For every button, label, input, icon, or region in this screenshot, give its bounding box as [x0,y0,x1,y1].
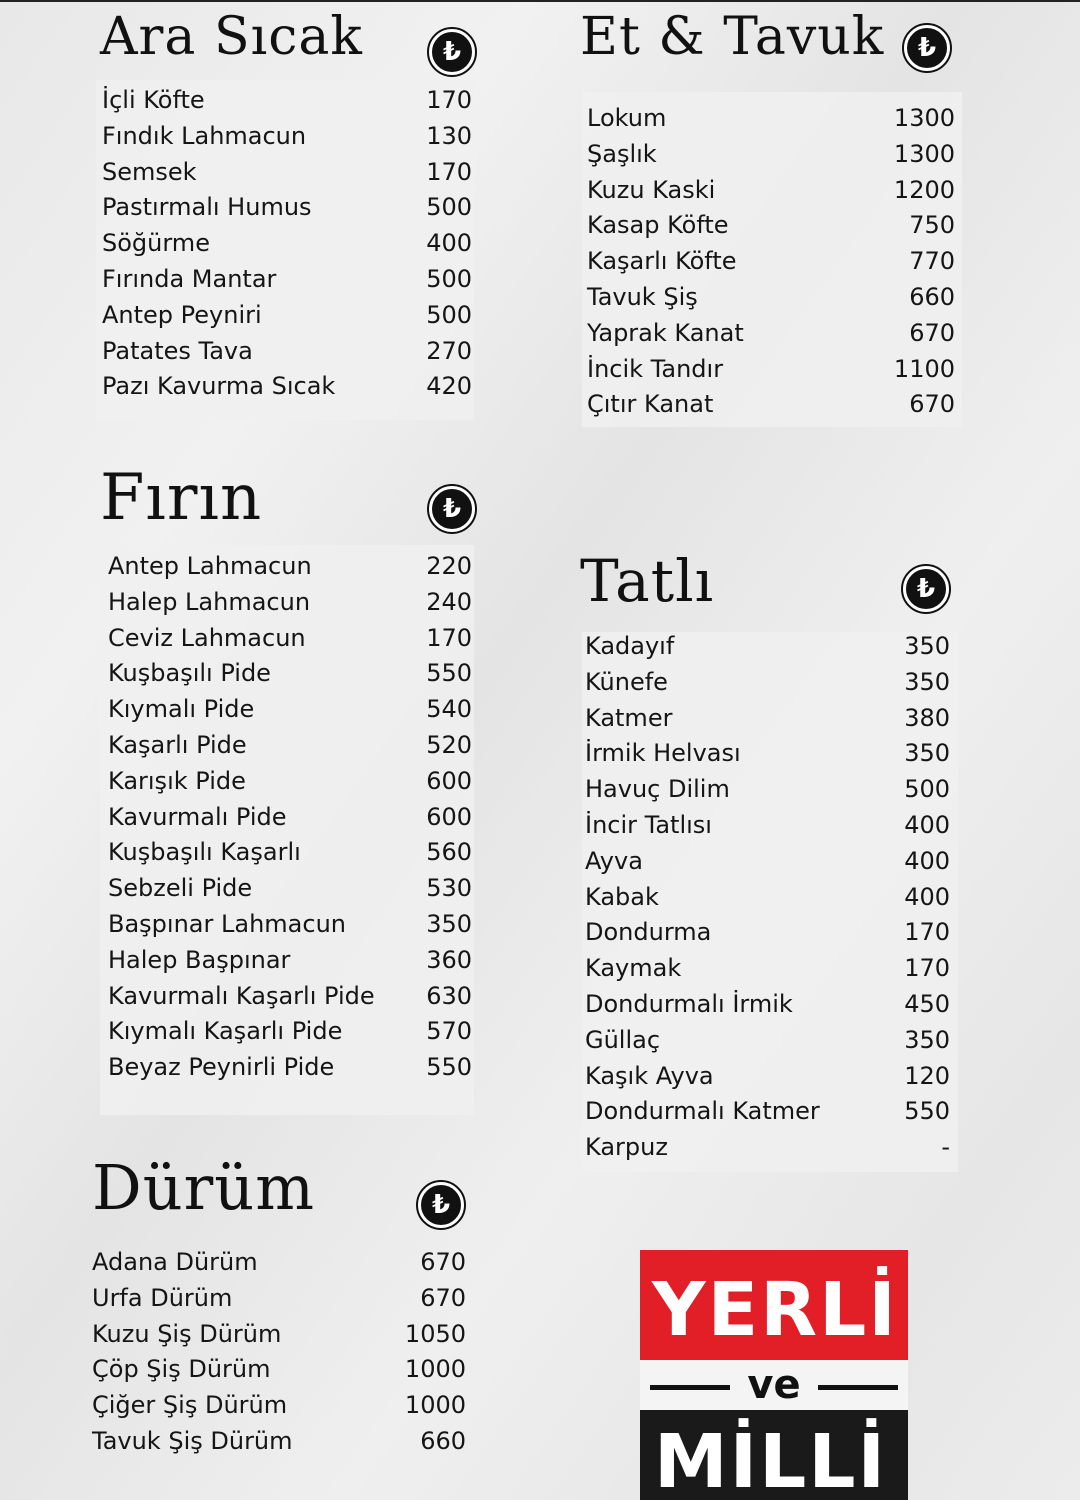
menu-item-price: 1100 [893,354,955,383]
lira-icon: ₺ [418,1182,464,1228]
menu-item [585,664,950,700]
menu-item [108,1049,472,1085]
menu-item [587,207,955,243]
menu-item-price: 220 [426,552,472,580]
menu-item-name: Lokum [587,104,667,132]
menu-item-name: Havuç Dilim [585,775,730,804]
menu-item [102,333,472,369]
menu-item-price: 350 [904,739,950,768]
menu-item-price: 670 [909,390,955,419]
menu-item-name: Güllaç [585,1025,661,1054]
menu-item-price: 170 [426,623,472,652]
menu-item-price: 360 [426,945,472,974]
menu-item [585,914,950,950]
menu-item [585,1093,950,1129]
menu-item [585,986,950,1022]
menu-item-price: 670 [909,318,955,347]
menu-item [108,799,472,835]
menu-item-name: İncik Tandır [587,354,724,383]
menu-item-price: 420 [426,372,472,401]
menu-item-price: 1000 [404,1355,466,1384]
menu-item [102,154,472,190]
menu-item-price: 600 [426,766,472,795]
menu-item-price: 660 [909,283,955,311]
menu-item [102,189,472,225]
menu-item-price: 660 [420,1427,466,1455]
menu-item-price: 1000 [404,1391,466,1420]
menu-item-price: 270 [426,336,472,365]
menu-item-name: Kuzu Şiş Dürüm [92,1319,282,1348]
menu-item [585,1058,950,1094]
menu-item-name: Kıymalı Kaşarlı Pide [108,1017,343,1046]
yerli-ve-milli-logo [640,1250,908,1500]
menu-item-name: Çöp Şiş Dürüm [92,1355,271,1384]
menu-item-price: 170 [904,918,950,947]
menu-item-price: 500 [426,193,472,222]
menu-item-name: İçli Köfte [102,86,205,114]
menu-item [92,1316,466,1352]
menu-item-name: Dondurmalı İrmik [585,990,793,1018]
menu-item [102,225,472,261]
menu-item-name: Ayva [585,846,643,875]
menu-item-name: Beyaz Peynirli Pide [108,1053,335,1082]
menu-item-price: 500 [426,300,472,329]
lira-icon: ₺ [904,25,950,71]
menu-item-name: Kavurmalı Pide [108,802,287,831]
menu-item-price: 1200 [893,175,955,204]
menu-item [587,243,955,279]
menu-item-price: 570 [426,1017,472,1046]
menu-item-name: Fırında Mantar [102,265,277,293]
menu-item-price: 1050 [404,1319,466,1348]
menu-item-price: 520 [426,731,472,759]
lira-icon: ₺ [429,29,475,75]
menu-item-price: 670 [420,1248,466,1276]
menu-item [108,1013,472,1049]
menu-item [108,834,472,870]
menu-item [585,1129,950,1165]
section-title-et-tavuk: Et & Tavuk [580,7,885,67]
menu-item-name: Fındık Lahmacun [102,121,307,150]
menu-item-name: Tavuk Şiş Dürüm [92,1427,293,1455]
menu-item [585,807,950,843]
menu-item-name: Kaşık Ayva [585,1061,714,1090]
menu-item [102,368,472,404]
menu-item-name: Kıymalı Pide [108,695,255,724]
menu-item [108,727,472,763]
menu-item-name: Künefe [585,667,668,696]
menu-item-name: Kuşbaşılı Kaşarlı [108,838,301,867]
menu-item-name: Sebzeli Pide [108,874,253,903]
menu-item [102,82,472,118]
menu-item-name: Çıtır Kanat [587,390,714,419]
menu-item-name: Adana Dürüm [92,1248,258,1276]
menu-item [92,1387,466,1423]
menu-item [92,1280,466,1316]
menu-item-name: Pastırmalı Humus [102,193,312,222]
menu-item [108,655,472,691]
menu-item [585,1022,950,1058]
menu-item-name: Halep Lahmacun [108,587,311,616]
menu-item [108,942,472,978]
menu-item-price: 170 [904,954,950,983]
menu-item-name: Patates Tava [102,336,253,365]
menu-item [108,978,472,1014]
menu-item [587,279,955,315]
menu-item-name: Kaşarlı Köfte [587,247,737,276]
menu-item-price: 350 [904,632,950,660]
menu-item [108,763,472,799]
menu-item-name: Yaprak Kanat [587,318,744,347]
menu-item-name: Kaşarlı Pide [108,731,247,759]
logo-text-bottom: MİLLİ [654,1419,888,1500]
menu-item-name: Dondurma [585,918,712,947]
menu-item-name: Kuzu Kaski [587,175,716,204]
menu-item [92,1351,466,1387]
menu-item [108,691,472,727]
menu-item [108,584,472,620]
menu-item-price: 770 [909,247,955,276]
menu-item-name: Karpuz [585,1133,668,1162]
menu-item-price: 170 [426,86,472,114]
menu-item-price: 550 [426,659,472,688]
menu-item [587,136,955,172]
menu-item-price: 1300 [893,139,955,168]
menu-item-name: Dondurmalı Katmer [585,1097,820,1126]
menu-item-name: Tavuk Şiş [587,283,698,311]
menu-item-price: 170 [426,157,472,186]
menu-item-price: 670 [420,1283,466,1312]
menu-item-price: 1300 [893,104,955,132]
menu-item-name: Katmer [585,703,673,732]
menu-item-name: Başpınar Lahmacun [108,910,346,938]
menu-item [585,700,950,736]
menu-item-price: 750 [909,211,955,240]
menu-item [587,386,955,422]
menu-item-name: İrmik Helvası [585,739,741,768]
menu-item-price: 350 [426,910,472,938]
menu-item-price: 350 [904,667,950,696]
menu-item-name: Kasap Köfte [587,211,729,240]
menu-item-price: 120 [904,1061,950,1090]
menu-item [108,870,472,906]
menu-item-price: 550 [426,1053,472,1082]
menu-item [92,1244,466,1280]
menu-item-price: 400 [904,846,950,875]
menu-item-price: 240 [426,587,472,616]
menu-item-name: Kavurmalı Kaşarlı Pide [108,981,375,1010]
menu-item [108,548,472,584]
menu-item-name: Halep Başpınar [108,945,291,974]
menu-item-price: - [941,1133,950,1162]
section-title-firin: Fırın [100,461,263,535]
menu-item [108,906,472,942]
menu-item-price: 400 [904,882,950,911]
menu-item-price: 450 [904,990,950,1018]
menu-item [92,1423,466,1459]
menu-item-price: 530 [426,874,472,903]
menu-item [585,843,950,879]
menu-item [585,950,950,986]
menu-item [102,261,472,297]
menu-item-name: Semsek [102,157,197,186]
menu-item-name: Pazı Kavurma Sıcak [102,372,336,401]
menu-item-name: Şaşlık [587,139,657,168]
menu-item-name: Antep Peyniri [102,300,262,329]
menu-item [587,100,955,136]
lira-icon: ₺ [429,486,475,532]
menu-item-price: 540 [426,695,472,724]
menu-item-price: 600 [426,802,472,831]
menu-item [108,620,472,656]
lira-icon: ₺ [903,566,949,612]
menu-item-price: 130 [426,121,472,150]
menu-item-name: Kaymak [585,954,682,983]
menu-item-name: Söğürme [102,229,210,258]
menu-item [587,315,955,351]
menu-item-name: İncir Tatlısı [585,811,712,839]
section-title-tatli: Tatlı [580,547,715,615]
section-title-ara-sicak: Ara Sıcak [100,7,363,67]
menu-item-name: Karışık Pide [108,766,246,795]
menu-item [102,297,472,333]
menu-item-price: 560 [426,838,472,867]
menu-item-name: Çiğer Şiş Dürüm [92,1391,288,1420]
menu-item-name: Kuşbaşılı Pide [108,659,271,688]
menu-item-price: 630 [426,981,472,1010]
menu-item-price: 400 [426,229,472,258]
menu-item-price: 500 [904,775,950,804]
menu-item-price: 550 [904,1097,950,1126]
menu-item-price: 400 [904,811,950,839]
logo-text-top: YERLİ [652,1267,898,1353]
menu-item-name: Ceviz Lahmacun [108,623,306,652]
menu-item [585,879,950,915]
menu-item-price: 500 [426,265,472,293]
menu-item [587,351,955,387]
menu-item [585,735,950,771]
menu-item-name: Kabak [585,882,659,911]
menu-item [585,628,950,664]
menu-item [587,172,955,208]
menu-item-name: Urfa Dürüm [92,1283,233,1312]
menu-item [585,771,950,807]
section-title-durum: Dürüm [92,1151,315,1224]
menu-item-name: Antep Lahmacun [108,552,312,580]
menu-item-price: 350 [904,1025,950,1054]
menu-item [102,118,472,154]
menu-item-price: 380 [904,703,950,732]
menu-item-name: Kadayıf [585,632,675,660]
logo-text-middle: ve [747,1362,801,1408]
